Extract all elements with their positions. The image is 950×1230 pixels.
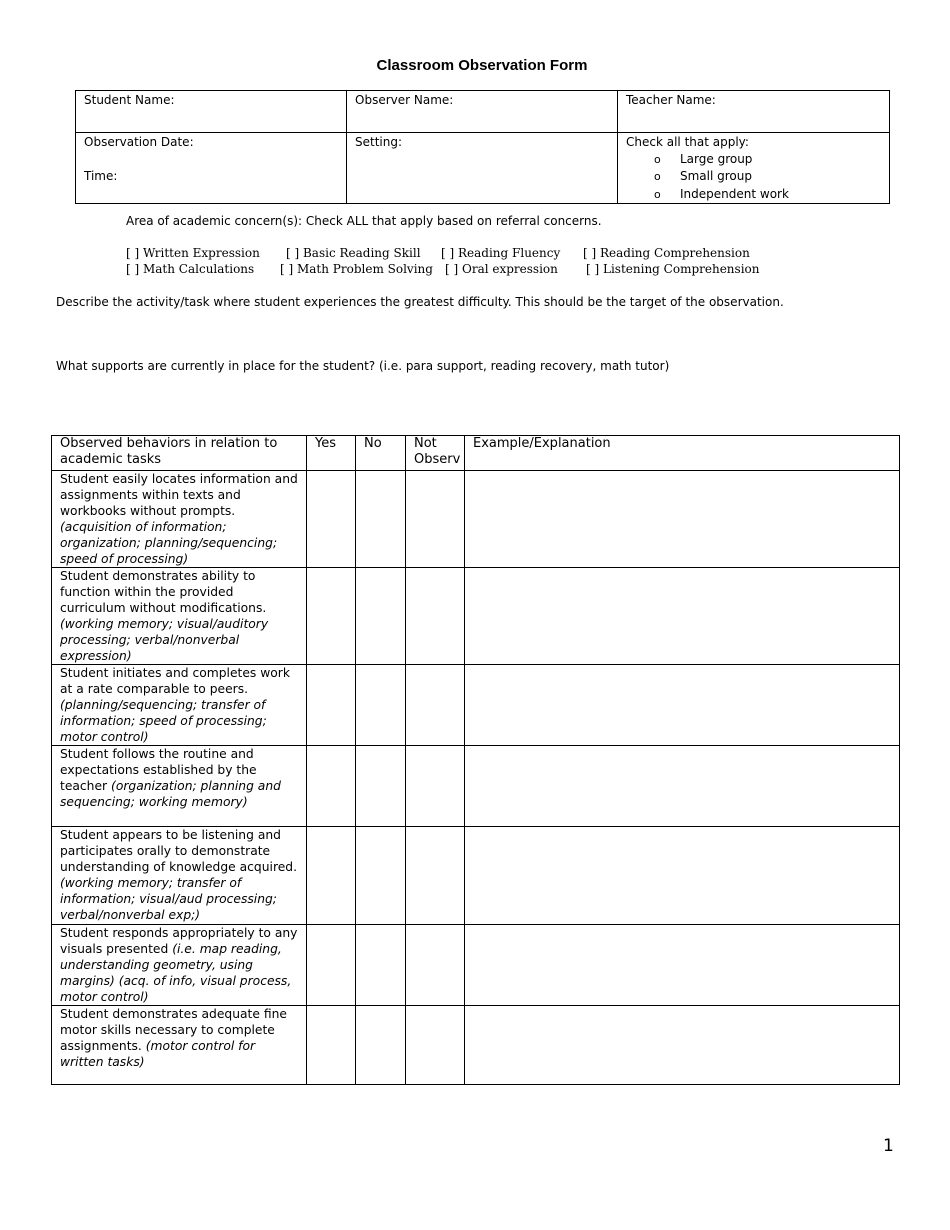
behavior-qualifier: (organization; planning and sequencing; working memory): [60, 779, 281, 809]
option-label: Small group: [680, 169, 752, 183]
bullet-icon: o: [654, 187, 661, 201]
page-number: 1: [883, 1136, 894, 1156]
setting-cell[interactable]: [347, 133, 618, 204]
table-row: [52, 827, 900, 925]
table-row: [52, 665, 900, 746]
check-listening-comprehension[interactable]: [ ] Listening Comprehension: [586, 262, 760, 276]
option-label: Independent work: [680, 186, 789, 201]
behavior-qualifier: (motor control for written tasks): [60, 1039, 256, 1069]
page-title: Classroom Observation Form: [376, 57, 588, 74]
option-label: Large group: [680, 151, 753, 166]
behavior-text: Student initiates and completes work at a rate comparable to peers.: [60, 666, 290, 696]
explanation-cell[interactable]: [465, 1006, 900, 1085]
observation-date-label: Observation Date:: [84, 135, 194, 149]
behavior-text: Student demonstrates adequate fine motor skills necessary to complete assignments.: [60, 1007, 287, 1053]
student-info-table: [75, 90, 890, 204]
header-behaviors: Observed behaviors in relation to academic tasks: [52, 436, 307, 471]
explanation-cell[interactable]: [465, 471, 900, 568]
table-row: [52, 471, 900, 568]
not-observed-cell[interactable]: [406, 827, 465, 925]
behavior-cell: [52, 471, 307, 568]
explanation-cell[interactable]: [465, 568, 900, 665]
behavior-cell: [52, 925, 307, 1006]
behavior-text: Student demonstrates ability to function within the provided curriculum without modifications.: [60, 569, 267, 615]
explanation-cell[interactable]: [465, 665, 900, 746]
behavior-text: Student appears to be listening and participates orally to demonstrate understanding of knowledge acquired.: [60, 828, 298, 874]
bullet-icon: o: [654, 152, 661, 166]
option-small-group[interactable]: [626, 168, 881, 186]
grouping-cell: [618, 133, 890, 204]
time-label: Time:: [84, 168, 118, 183]
no-cell[interactable]: [356, 746, 406, 827]
no-cell[interactable]: [356, 925, 406, 1006]
check-math-problem-solving[interactable]: [ ] Math Problem Solving: [280, 262, 433, 276]
table-row: [52, 746, 900, 827]
supports-question: What supports are currently in place for the student? (i.e. para support, reading recovery, math tutor): [56, 359, 670, 373]
option-independent-work[interactable]: [626, 186, 881, 204]
check-oral-expression[interactable]: [ ] Oral expression: [445, 262, 558, 276]
behavior-qualifier: (working memory; visual/auditory processing; verbal/nonverbal expression): [60, 617, 269, 663]
behavior-qualifier: (i.e. map reading, understanding geometry, using margins) (acq. of info, visual process, motor control): [60, 942, 292, 1004]
not-observed-cell[interactable]: [406, 568, 465, 665]
check-all-label: Check all that apply:: [626, 135, 749, 149]
yes-cell[interactable]: [307, 746, 356, 827]
header-no: No: [356, 436, 406, 471]
explanation-cell[interactable]: [465, 827, 900, 925]
header-not-observed: Not Observ: [406, 436, 465, 471]
explanation-cell[interactable]: [465, 925, 900, 1006]
header-yes: Yes: [307, 436, 356, 471]
no-cell[interactable]: [356, 471, 406, 568]
check-reading-comprehension[interactable]: [ ] Reading Comprehension: [583, 246, 750, 260]
check-basic-reading-skill[interactable]: [ ] Basic Reading Skill: [286, 246, 421, 260]
not-observed-cell[interactable]: [406, 925, 465, 1006]
no-cell[interactable]: [356, 665, 406, 746]
check-reading-fluency[interactable]: [ ] Reading Fluency: [441, 246, 561, 260]
behavior-qualifier: (planning/sequencing; transfer of information; speed of processing; motor control): [60, 698, 267, 744]
behavior-cell: [52, 746, 307, 827]
behavior-text: Student follows the routine and expectations established by the teacher: [60, 747, 257, 793]
behavior-cell: [52, 665, 307, 746]
yes-cell[interactable]: [307, 665, 356, 746]
activity-question: Describe the activity/task where student experiences the greatest difficulty. This should be the target of the observation.: [56, 295, 784, 309]
behavior-text: Student easily locates information and assignments within texts and workbooks without prompts.: [60, 472, 298, 518]
yes-cell[interactable]: [307, 568, 356, 665]
table-row: [52, 568, 900, 665]
observer-name-cell[interactable]: [347, 91, 618, 133]
behavior-cell: [52, 827, 307, 925]
behavior-qualifier: (working memory; transfer of information; visual/aud processing; verbal/nonverbal exp;): [60, 876, 277, 922]
table-row: [52, 925, 900, 1006]
no-cell[interactable]: [356, 827, 406, 925]
explanation-cell[interactable]: [465, 746, 900, 827]
check-written-expression[interactable]: [ ] Written Expression: [126, 246, 260, 260]
yes-cell[interactable]: [307, 471, 356, 568]
yes-cell[interactable]: [307, 925, 356, 1006]
not-observed-cell[interactable]: [406, 746, 465, 827]
no-cell[interactable]: [356, 1006, 406, 1085]
check-math-calculations[interactable]: [ ] Math Calculations: [126, 262, 255, 276]
student-name-label: Student Name:: [84, 93, 175, 107]
no-cell[interactable]: [356, 568, 406, 665]
observation-table: [51, 435, 900, 1085]
header-example-explanation: Example/Explanation: [465, 436, 900, 471]
table-row: [52, 1006, 900, 1085]
not-observed-cell[interactable]: [406, 471, 465, 568]
behavior-qualifier: (acquisition of information; organization; planning/sequencing; speed of processing): [60, 520, 278, 566]
teacher-name-label: Teacher Name:: [626, 93, 716, 107]
teacher-name-cell[interactable]: [618, 91, 890, 133]
date-time-cell[interactable]: [76, 133, 347, 204]
not-observed-cell[interactable]: [406, 665, 465, 746]
behavior-cell: [52, 1006, 307, 1085]
academic-concern-label: Area of academic concern(s): Check ALL that apply based on referral concerns.: [126, 214, 602, 228]
observer-name-label: Observer Name:: [355, 93, 454, 107]
behavior-cell: [52, 568, 307, 665]
option-large-group[interactable]: [626, 151, 881, 169]
not-observed-cell[interactable]: [406, 1006, 465, 1085]
yes-cell[interactable]: [307, 827, 356, 925]
yes-cell[interactable]: [307, 1006, 356, 1085]
student-name-cell[interactable]: [76, 91, 347, 133]
behavior-text: Student responds appropriately to any visuals presented: [60, 926, 298, 956]
bullet-icon: o: [654, 170, 661, 183]
setting-label: Setting:: [355, 135, 403, 149]
